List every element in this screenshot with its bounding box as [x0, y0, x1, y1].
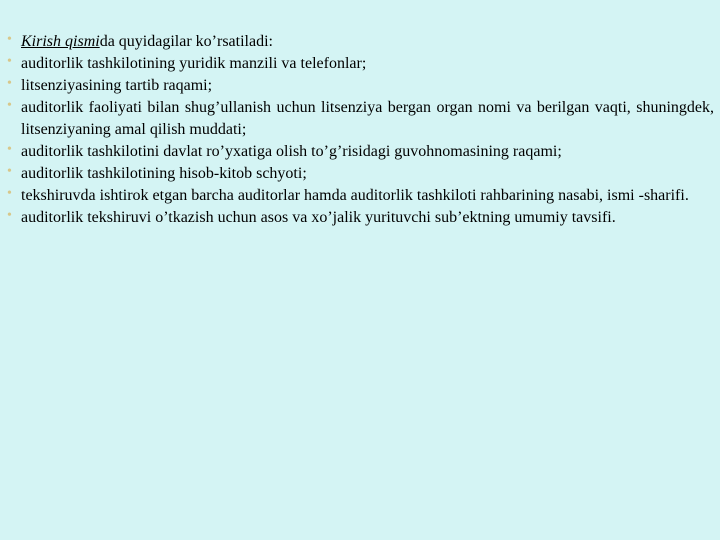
item-text: tekshiruvda ishtirok etgan barcha auditorlar hamda auditorlik tashkiloti rahbarining nasabi, ismi -sharifi.: [21, 187, 689, 204]
bullet-dot-icon: •: [7, 186, 12, 201]
list-item: [6, 75, 714, 97]
bullet-dot-icon: •: [7, 208, 12, 223]
list-item: [6, 53, 714, 75]
item-text: auditorlik tekshiruvi o’tkazish uchun asos va xo’jalik yurituvchi sub’ektning umumiy tavsifi.: [21, 209, 616, 226]
bullet-dot-icon: •: [7, 142, 12, 157]
item-text: auditorlik tashkilotining yuridik manzili va telefonlar;: [21, 55, 367, 72]
item-text: auditorlik faoliyati bilan shug’ullanish uchun litsenziya bergan organ nomi va berilgan vaqti, shuningdek, litsenziyaning amal qilish muddati;: [21, 99, 714, 138]
bullet-dot-icon: •: [7, 32, 12, 47]
emphasis-text: Kirish qismi: [21, 33, 100, 50]
list-item: [6, 31, 714, 53]
item-text: auditorlik tashkilotini davlat ro’yxatiga olish to’g’risidagi guvohnomasining raqami;: [21, 143, 562, 160]
item-text: litsenziyasining tartib raqami;: [21, 77, 213, 94]
list-item: [6, 163, 714, 185]
item-text: da quyidagilar ko’rsatiladi:: [99, 33, 273, 50]
list-item: [6, 141, 714, 163]
bullet-dot-icon: •: [7, 76, 12, 91]
bullet-dot-icon: •: [7, 164, 12, 179]
bullet-dot-icon: •: [7, 54, 12, 69]
list-item: [6, 97, 714, 141]
bullet-dot-icon: •: [7, 98, 12, 113]
list-item: [6, 207, 714, 229]
bullet-list: [6, 31, 714, 229]
list-item: [6, 185, 714, 207]
item-text: auditorlik tashkilotining hisob-kitob schyoti;: [21, 165, 307, 182]
